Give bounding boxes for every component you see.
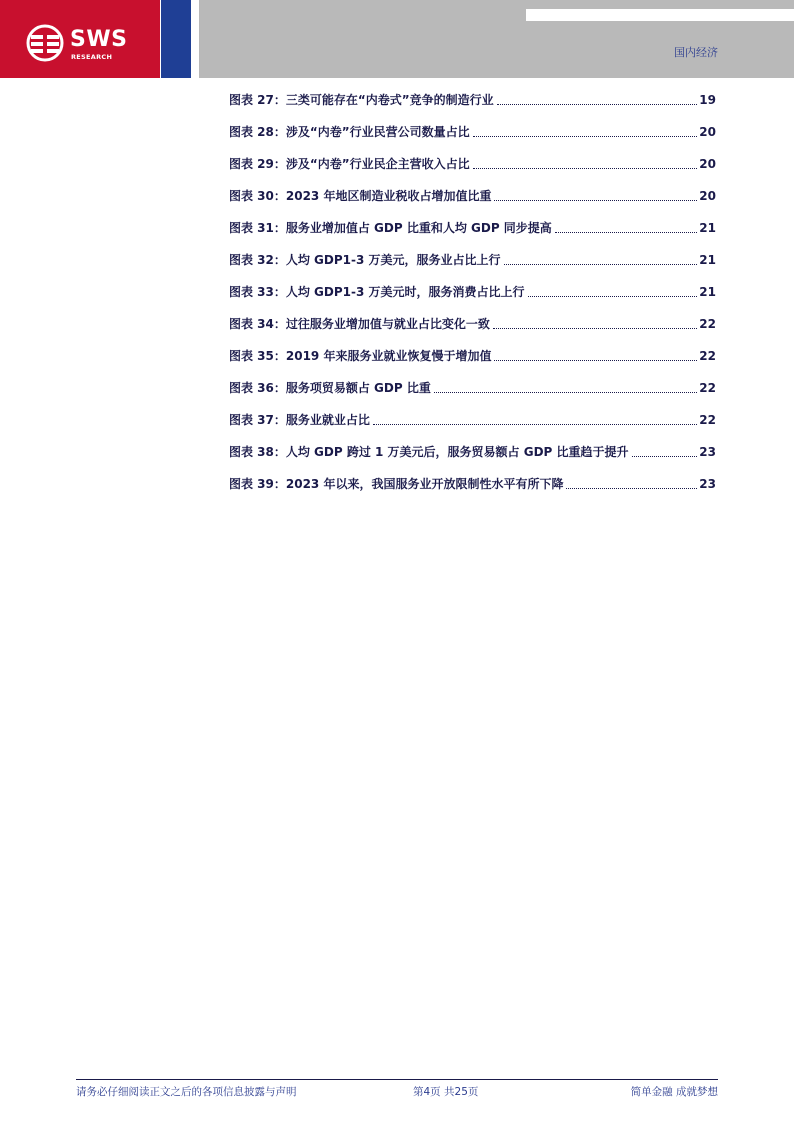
company-logo <box>26 24 146 64</box>
figure-page-number: 22 <box>699 349 716 363</box>
figure-title: 图表 38：人均 GDP 跨过 1 万美元后，服务贸易额占 GDP 比重趋于提升 <box>229 445 629 459</box>
dot-leader <box>528 295 698 297</box>
figure-page-number: 23 <box>699 477 716 491</box>
figure-list <box>229 88 716 504</box>
figure-page-number: 20 <box>699 125 716 139</box>
logo-subtitle: RESEARCH <box>71 53 113 61</box>
figure-list-item[interactable] <box>229 312 716 344</box>
figure-list-item[interactable] <box>229 472 716 504</box>
header-blue-stripe <box>161 0 191 78</box>
logo-name: SWS <box>70 27 128 52</box>
figure-list-item[interactable] <box>229 120 716 152</box>
figure-list-item[interactable] <box>229 376 716 408</box>
figure-page-number: 20 <box>699 157 716 171</box>
figure-list-item[interactable] <box>229 88 716 120</box>
figure-list-item[interactable] <box>229 440 716 472</box>
footer-slogan: 简单金融 成就梦想 <box>630 1086 718 1098</box>
figure-title: 图表 27：三类可能存在“内卷式”竞争的制造行业 <box>229 93 494 107</box>
dot-leader <box>473 167 698 169</box>
figure-page-number: 19 <box>699 93 716 107</box>
footer-page-number: 第4页 共25页 <box>413 1086 479 1098</box>
dot-leader <box>493 327 697 329</box>
figure-list-item[interactable] <box>229 184 716 216</box>
dot-leader <box>494 359 697 361</box>
figure-title: 图表 34：过往服务业增加值与就业占比变化一致 <box>229 317 490 331</box>
figure-title: 图表 36：服务项贸易额占 GDP 比重 <box>229 381 431 395</box>
figure-page-number: 23 <box>699 445 716 459</box>
dot-leader <box>473 135 698 137</box>
figure-list-item[interactable] <box>229 280 716 312</box>
figure-title: 图表 29：涉及“内卷”行业民企主营收入占比 <box>229 157 470 171</box>
figure-page-number: 21 <box>699 253 716 267</box>
figure-list-item[interactable] <box>229 248 716 280</box>
sws-logo-icon <box>26 24 64 62</box>
figure-title: 图表 32：人均 GDP1-3 万美元，服务业占比上行 <box>229 253 501 267</box>
footer-divider <box>76 1079 718 1080</box>
dot-leader <box>566 487 697 489</box>
figure-list-item[interactable] <box>229 344 716 376</box>
figure-page-number: 22 <box>699 381 716 395</box>
figure-page-number: 21 <box>699 285 716 299</box>
figure-page-number: 20 <box>699 189 716 203</box>
figure-list-item[interactable] <box>229 152 716 184</box>
figure-title: 图表 30：2023 年地区制造业税收占增加值比重 <box>229 189 492 203</box>
dot-leader <box>494 199 697 201</box>
figure-title: 图表 33：人均 GDP1-3 万美元时，服务消费占比上行 <box>229 285 525 299</box>
dot-leader <box>632 455 698 457</box>
figure-page-number: 22 <box>699 413 716 427</box>
dot-leader <box>434 391 697 393</box>
dot-leader <box>504 263 698 265</box>
figure-title: 图表 28：涉及“内卷”行业民营公司数量占比 <box>229 125 470 139</box>
header-white-bar <box>526 9 794 21</box>
figure-title: 图表 39：2023 年以来，我国服务业开放限制性水平有所下降 <box>229 477 564 491</box>
dot-leader <box>497 103 698 105</box>
figure-page-number: 21 <box>699 221 716 235</box>
figure-page-number: 22 <box>699 317 716 331</box>
section-title: 国内经济 <box>674 46 718 59</box>
footer-disclaimer: 请务必仔细阅读正文之后的各项信息披露与声明 <box>76 1086 297 1098</box>
figure-list-item[interactable] <box>229 408 716 440</box>
figure-list-item[interactable] <box>229 216 716 248</box>
figure-title: 图表 37：服务业就业占比 <box>229 413 370 427</box>
figure-title: 图表 31：服务业增加值占 GDP 比重和人均 GDP 同步提高 <box>229 221 552 235</box>
dot-leader <box>555 231 697 233</box>
figure-title: 图表 35：2019 年来服务业就业恢复慢于增加值 <box>229 349 492 363</box>
dot-leader <box>373 423 697 425</box>
